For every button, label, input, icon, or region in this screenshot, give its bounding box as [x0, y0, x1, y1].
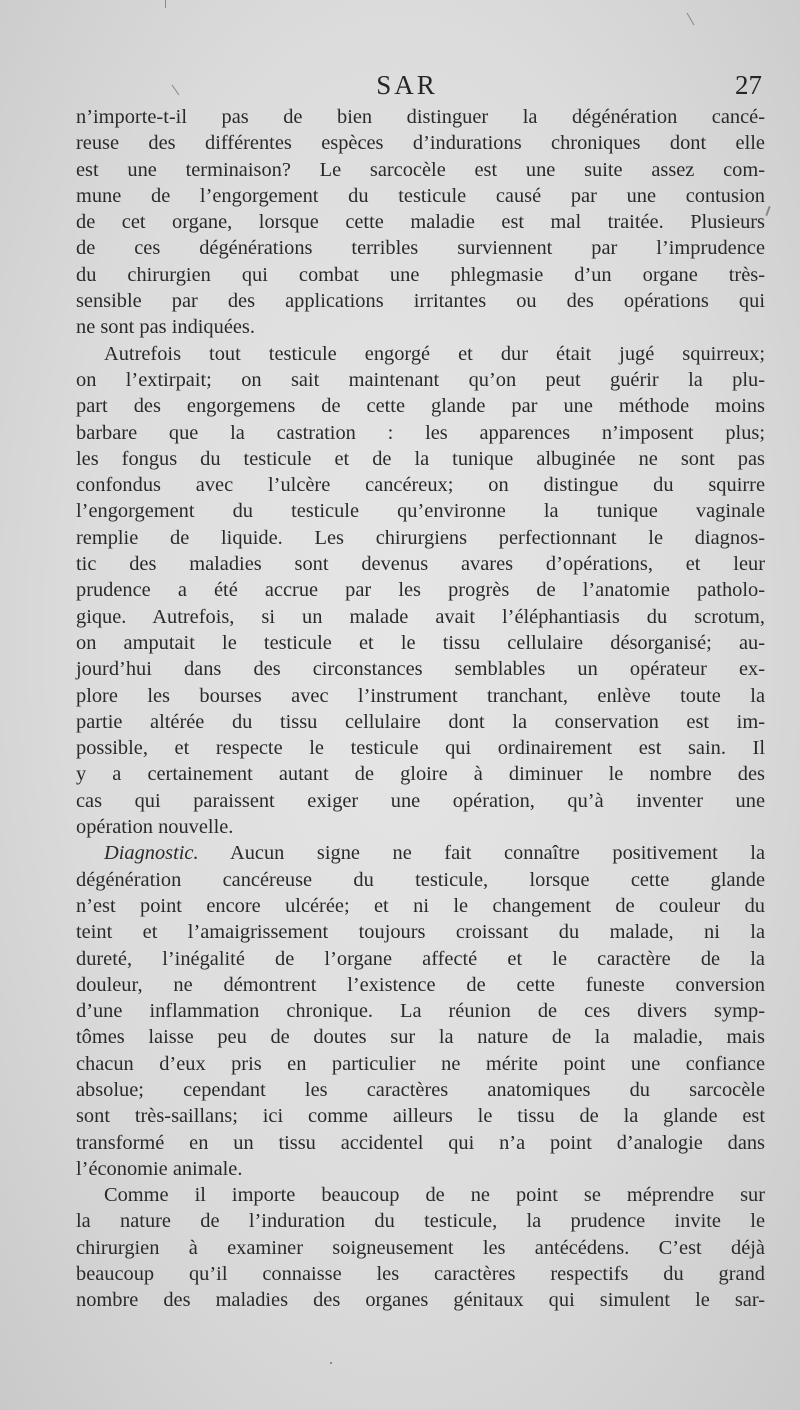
print-speck — [687, 13, 695, 26]
text-line: y a certainement autant de gloire à diminuer le nombre des — [76, 763, 765, 786]
text-line: de ces dégénérations terribles surviennent par l’imprudence — [76, 237, 765, 260]
text-line: on l’extirpait; on sait maintenant qu’on peut guérir la plu- — [76, 368, 765, 391]
text-line: possible, et respecte le testicule qui ordinairement est sain. Il — [76, 737, 765, 760]
text-line: plore les bourses avec l’instrument tranchant, enlève toute la — [76, 684, 765, 707]
text-fragment: Aucun signe ne fait connaître positivement la — [198, 842, 765, 865]
text-line: partie altérée du tissu cellulaire dont la conservation est im- — [76, 710, 765, 733]
print-speck — [165, 0, 166, 8]
text-line: barbare que la castration : les apparences n’imposent plus; — [76, 421, 765, 444]
text-line: tic des maladies sont devenus avares d’opérations, et leur — [76, 553, 765, 576]
paragraph-4 — [76, 1182, 765, 1313]
text-line: part des engorgemens de cette glande par une méthode moins — [76, 395, 765, 418]
text-line: teint et l’amaigrissement toujours croissant du malade, ni la — [76, 921, 765, 944]
text-line: chirurgien à examiner soigneusement les antécédens. C’est déjà — [76, 1236, 765, 1259]
text-line: gique. Autrefois, si un malade avait l’éléphantiasis du scrotum, — [76, 605, 765, 628]
print-speck — [765, 206, 770, 216]
text-line: prudence a été accrue par les progrès de l’anatomie patholo- — [76, 579, 765, 602]
text-line: l’engorgement du testicule qu’environne la tunique vaginale — [76, 500, 765, 523]
paragraph-2 — [76, 341, 765, 841]
text-line: mune de l’engorgement du testicule causé par une contusion — [76, 184, 765, 207]
text-line: la nature de l’induration du testicule, la prudence invite le — [76, 1210, 765, 1233]
running-head — [0, 66, 800, 106]
text-line: dureté, l’inégalité de l’organe affecté et le caractère de la — [76, 947, 765, 970]
paragraph-1 — [76, 104, 765, 341]
section-heading: Diagnostic. — [104, 842, 199, 865]
text-line: remplie de liquide. Les chirurgiens perfectionnant le diagnos- — [76, 526, 765, 549]
text-line: reuse des différentes espèces d’indurations chroniques dont elle — [76, 132, 765, 155]
text-line: ne sont pas indiquées. — [76, 316, 255, 339]
running-head-title: SAR — [376, 70, 438, 100]
text-line: confondus avec l’ulcère cancéreux; on distingue du squirre — [76, 474, 765, 497]
text-line: absolue; cependant les caractères anatomiques du sarcocèle — [76, 1078, 765, 1101]
body-text — [76, 104, 765, 1314]
text-line: de cet organe, lorsque cette maladie est mal traitée. Plusieurs — [76, 211, 765, 234]
text-line: transformé en un tissu accidentel qui n’a point d’analogie dans — [76, 1131, 765, 1154]
text-line: douleur, ne démontrent l’existence de cette funeste conversion — [76, 973, 765, 996]
text-line: n’importe-t-il pas de bien distinguer la dégénération cancé- — [76, 106, 765, 128]
text-line: du chirurgien qui combat une phlegmasie d’un organe très- — [76, 263, 765, 286]
text-line: l’économie animale. — [76, 1157, 243, 1180]
text-line: dégénération cancéreuse du testicule, lorsque cette glande — [76, 868, 765, 891]
text-line: sensible par des applications irritantes ou des opérations qui — [76, 290, 765, 313]
paragraph-3 — [76, 840, 765, 1182]
text-line — [76, 840, 765, 866]
text-line: d’une inflammation chronique. La réunion de ces divers symp- — [76, 1000, 765, 1023]
text-line: sont très-saillans; ici comme ailleurs le tissu de la glande est — [76, 1105, 765, 1128]
text-line: on amputait le testicule et le tissu cellulaire désorganisé; au- — [76, 631, 765, 654]
text-line: les fongus du testicule et de la tunique albuginée ne sont pas — [76, 447, 765, 470]
text-line: est une terminaison? Le sarcocèle est une suite assez com- — [76, 158, 765, 181]
text-line: beaucoup qu’il connaisse les caractères respectifs du grand — [76, 1263, 765, 1286]
text-line: Autrefois tout testicule engorgé et dur était jugé squirreux; — [104, 342, 765, 365]
print-speck — [330, 1362, 332, 1364]
text-line: nombre des maladies des organes génitaux qui simulent le sar- — [76, 1289, 765, 1312]
text-line: opération nouvelle. — [76, 816, 234, 839]
text-line: n’est point encore ulcérée; et ni le changement de couleur du — [76, 894, 765, 917]
text-line: jourd’hui dans des circonstances semblables un opérateur ex- — [76, 658, 765, 681]
page-number: 27 — [735, 70, 762, 100]
text-line: tômes laisse peu de doutes sur la nature de la maladie, mais — [76, 1026, 765, 1049]
text-line: chacun d’eux pris en particulier ne mérite point une confiance — [76, 1052, 765, 1075]
text-line: Comme il importe beaucoup de ne point se méprendre sur — [104, 1184, 765, 1207]
text-line: cas qui paraissent exiger une opération, qu’à inventer une — [76, 789, 765, 812]
